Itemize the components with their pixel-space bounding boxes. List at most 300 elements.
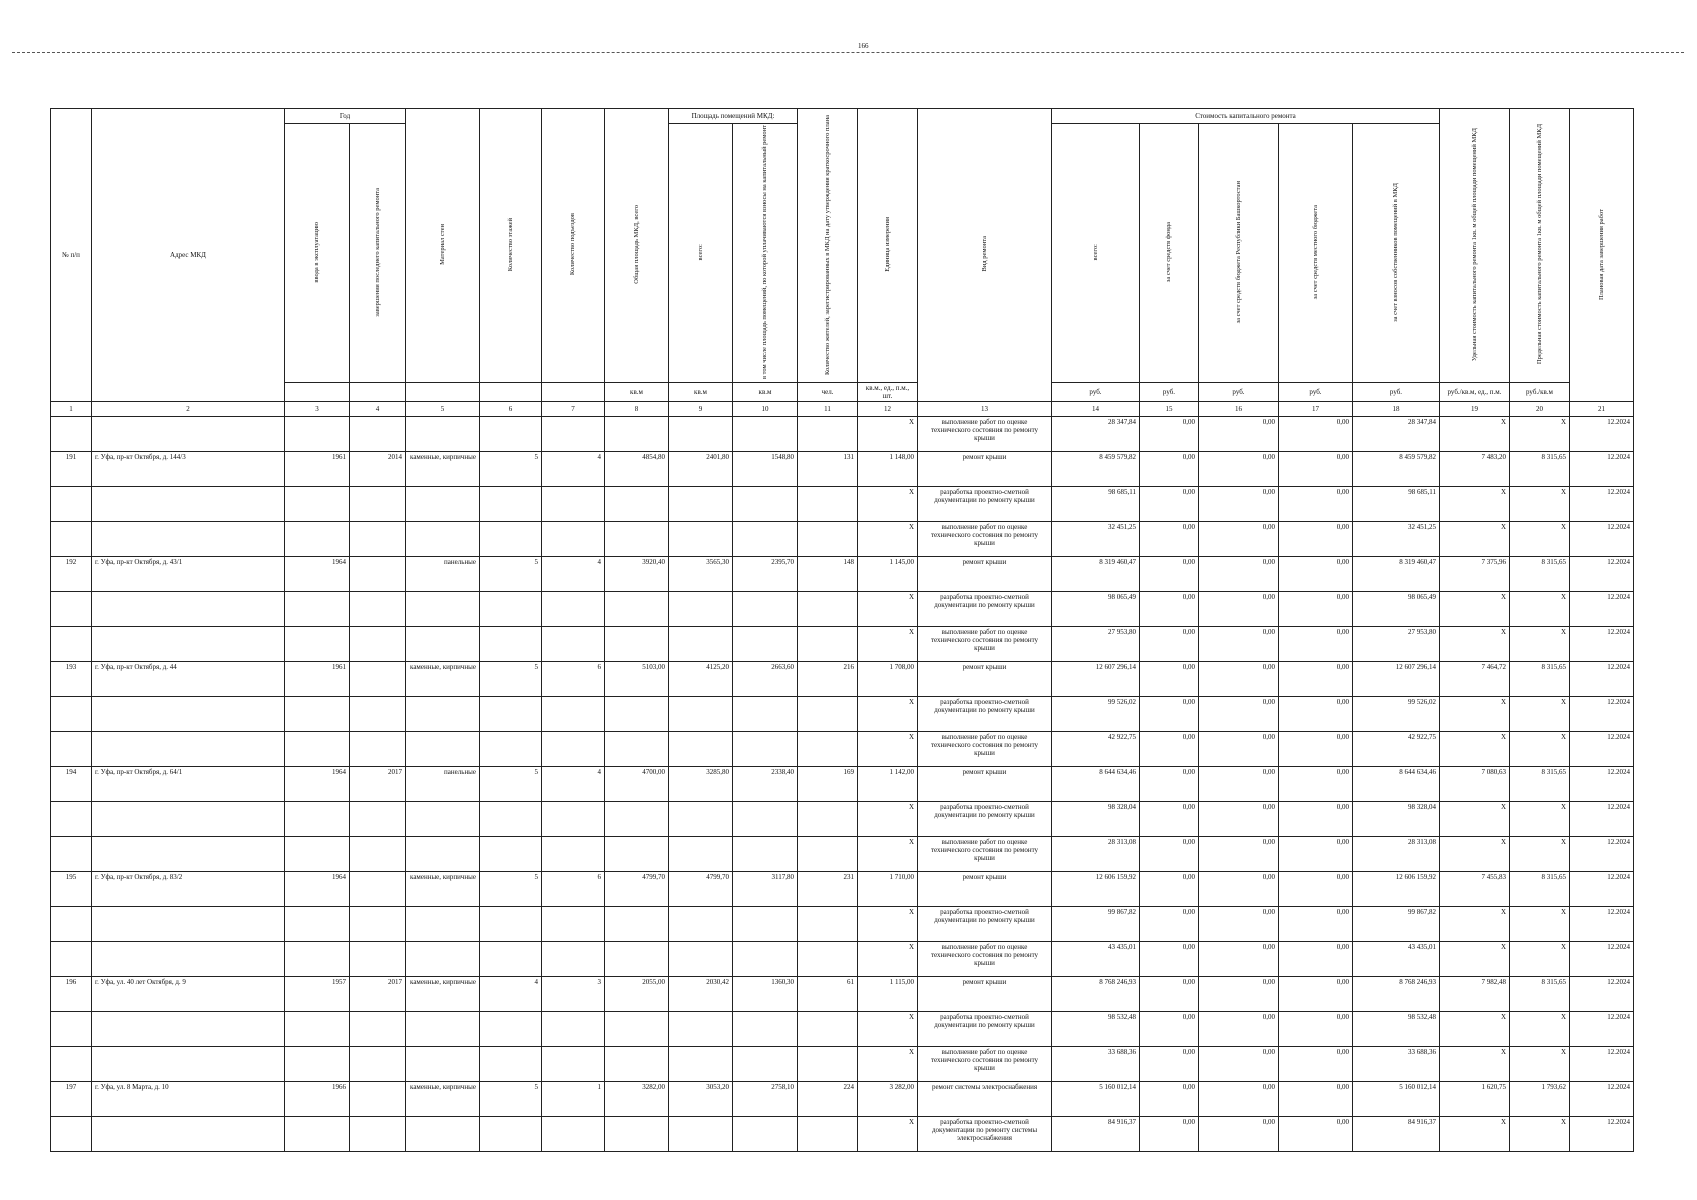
cell-p1 <box>669 592 733 627</box>
table-row <box>51 1047 1634 1082</box>
cell-p2 <box>733 1117 798 1152</box>
cell-total: 8 768 246,93 <box>1052 977 1140 1012</box>
cell-address: г. Уфа, пр-кт Октября, д. 64/1 <box>92 767 285 802</box>
cell-y1 <box>285 942 350 977</box>
cell-date: 12.2024 <box>1570 417 1634 452</box>
cell-en: 1 <box>542 1082 605 1117</box>
cell-local: 0,00 <box>1279 767 1353 802</box>
cell-num <box>51 627 92 662</box>
cell-total: 99 526,02 <box>1052 697 1140 732</box>
cell-local: 0,00 <box>1279 592 1353 627</box>
cell-unit: 1 145,00 <box>858 557 918 592</box>
cell-p1 <box>669 627 733 662</box>
column-number: 20 <box>1510 402 1570 417</box>
cell-local: 0,00 <box>1279 522 1353 557</box>
cell-area <box>605 487 669 522</box>
unit-cell: руб./кв.м <box>1510 383 1570 402</box>
cell-mc: X <box>1510 522 1570 557</box>
cell-fl <box>480 522 542 557</box>
header-premises-paid: в том числе площадь помещений, по которой уплачиваются взносы на капитальный ремонт <box>733 124 798 383</box>
cell-unit: X <box>858 1117 918 1152</box>
cell-y2 <box>350 522 406 557</box>
cell-work: ремонт системы электроснабжения <box>918 1082 1052 1117</box>
cell-area <box>605 627 669 662</box>
cell-p2: 1360,30 <box>733 977 798 1012</box>
cell-area: 4854,80 <box>605 452 669 487</box>
cell-p1: 2401,80 <box>669 452 733 487</box>
cell-p1 <box>669 697 733 732</box>
cell-local: 0,00 <box>1279 487 1353 522</box>
cell-rb: 0,00 <box>1199 802 1279 837</box>
cell-rb: 0,00 <box>1199 942 1279 977</box>
header-unit: Единица измерения <box>858 109 918 383</box>
cell-unit: X <box>858 592 918 627</box>
cell-work: выполнение работ по оценке технического состояния по ремонту крыши <box>918 837 1052 872</box>
cell-en: 4 <box>542 557 605 592</box>
cell-area <box>605 942 669 977</box>
cell-fl <box>480 592 542 627</box>
cell-total: 99 867,82 <box>1052 907 1140 942</box>
cell-work: ремонт крыши <box>918 452 1052 487</box>
cell-rb: 0,00 <box>1199 417 1279 452</box>
column-number: 12 <box>858 402 918 417</box>
cell-en <box>542 1117 605 1152</box>
cell-total: 28 347,84 <box>1052 417 1140 452</box>
cell-date: 12.2024 <box>1570 522 1634 557</box>
unit-cell-empty <box>542 383 605 402</box>
cell-y2 <box>350 872 406 907</box>
cell-uc: X <box>1440 1047 1510 1082</box>
cell-total: 98 328,04 <box>1052 802 1140 837</box>
cell-p1: 3053,20 <box>669 1082 733 1117</box>
cell-num: 192 <box>51 557 92 592</box>
cell-rb: 0,00 <box>1199 592 1279 627</box>
cell-p1: 3285,80 <box>669 767 733 802</box>
cell-p2 <box>733 627 798 662</box>
cell-en <box>542 487 605 522</box>
cell-uc: 7 375,96 <box>1440 557 1510 592</box>
cell-fund: 0,00 <box>1140 557 1199 592</box>
cell-area <box>605 1047 669 1082</box>
cell-y2 <box>350 417 406 452</box>
cell-num <box>51 942 92 977</box>
cell-en: 6 <box>542 872 605 907</box>
cell-mc: X <box>1510 732 1570 767</box>
table-row <box>51 1117 1634 1152</box>
cell-unit: X <box>858 802 918 837</box>
cell-total: 98 065,49 <box>1052 592 1140 627</box>
cell-rb: 0,00 <box>1199 627 1279 662</box>
cell-mc: X <box>1510 487 1570 522</box>
cell-address <box>92 592 285 627</box>
cell-y1 <box>285 627 350 662</box>
cell-res: 131 <box>798 452 858 487</box>
cell-date: 12.2024 <box>1570 872 1634 907</box>
cell-total: 12 606 159,92 <box>1052 872 1140 907</box>
cell-fund: 0,00 <box>1140 767 1199 802</box>
cell-local: 0,00 <box>1279 1082 1353 1117</box>
cell-p1 <box>669 732 733 767</box>
cell-fl: 5 <box>480 662 542 697</box>
cell-mat <box>406 1012 480 1047</box>
cell-y2 <box>350 1012 406 1047</box>
cell-owners: 8 644 634,46 <box>1353 767 1440 802</box>
header-work-type: Вид ремонта <box>918 109 1052 402</box>
cell-total: 5 160 012,14 <box>1052 1082 1140 1117</box>
cell-total: 8 644 634,46 <box>1052 767 1140 802</box>
cell-area: 4799,70 <box>605 872 669 907</box>
column-number: 13 <box>918 402 1052 417</box>
column-number: 15 <box>1140 402 1199 417</box>
cell-work: разработка проектно-сметной документации по ремонту крыши <box>918 697 1052 732</box>
header-num: № п/п <box>51 109 92 402</box>
cell-mc: X <box>1510 1117 1570 1152</box>
header-cost-fund: за счет средств фонда <box>1140 124 1199 383</box>
cell-y2 <box>350 732 406 767</box>
cell-uc: 7 464,72 <box>1440 662 1510 697</box>
cell-total: 98 532,48 <box>1052 1012 1140 1047</box>
cell-res <box>798 1012 858 1047</box>
cell-fund: 0,00 <box>1140 452 1199 487</box>
cell-mc: X <box>1510 627 1570 662</box>
cell-fl <box>480 697 542 732</box>
cell-date: 12.2024 <box>1570 662 1634 697</box>
cell-date: 12.2024 <box>1570 767 1634 802</box>
cell-total: 33 688,36 <box>1052 1047 1140 1082</box>
cell-fund: 0,00 <box>1140 697 1199 732</box>
cell-unit: X <box>858 697 918 732</box>
cell-work: выполнение работ по оценке технического состояния по ремонту крыши <box>918 1047 1052 1082</box>
cell-area <box>605 732 669 767</box>
cell-res <box>798 802 858 837</box>
cell-work: разработка проектно-сметной документации по ремонту крыши <box>918 487 1052 522</box>
unit-cell: руб. <box>1140 383 1199 402</box>
cell-p1 <box>669 1117 733 1152</box>
cell-mc: X <box>1510 1012 1570 1047</box>
cell-mc: X <box>1510 592 1570 627</box>
unit-cell-empty <box>285 383 350 402</box>
cell-fund: 0,00 <box>1140 977 1199 1012</box>
cell-p2: 2663,60 <box>733 662 798 697</box>
cell-fl <box>480 1012 542 1047</box>
cell-res <box>798 487 858 522</box>
cell-rb: 0,00 <box>1199 487 1279 522</box>
table-row <box>51 662 1634 697</box>
cell-fund: 0,00 <box>1140 907 1199 942</box>
cell-uc: X <box>1440 697 1510 732</box>
cell-mat <box>406 417 480 452</box>
cell-rb: 0,00 <box>1199 732 1279 767</box>
cell-y2 <box>350 697 406 732</box>
cell-res: 148 <box>798 557 858 592</box>
header-cost-group: Стоимость капитального ремонта <box>1052 109 1440 124</box>
cell-rb: 0,00 <box>1199 977 1279 1012</box>
cell-work: выполнение работ по оценке технического состояния по ремонту крыши <box>918 627 1052 662</box>
cell-p2 <box>733 1012 798 1047</box>
cell-y2 <box>350 802 406 837</box>
cell-owners: 98 328,04 <box>1353 802 1440 837</box>
cell-num <box>51 802 92 837</box>
cell-num: 194 <box>51 767 92 802</box>
cell-fl <box>480 907 542 942</box>
cell-p1 <box>669 487 733 522</box>
table-row <box>51 697 1634 732</box>
cell-mat: каменные, кирпичные <box>406 1082 480 1117</box>
cell-owners: 12 606 159,92 <box>1353 872 1440 907</box>
cell-fl: 4 <box>480 977 542 1012</box>
cell-y2 <box>350 907 406 942</box>
cell-work: ремонт крыши <box>918 977 1052 1012</box>
cell-date: 12.2024 <box>1570 977 1634 1012</box>
cell-res <box>798 1117 858 1152</box>
cell-res: 231 <box>798 872 858 907</box>
cell-y2 <box>350 1117 406 1152</box>
unit-cell: чел. <box>798 383 858 402</box>
column-number: 3 <box>285 402 350 417</box>
cell-mat: панельные <box>406 557 480 592</box>
cell-fl <box>480 1047 542 1082</box>
cell-area <box>605 522 669 557</box>
cell-p1: 2030,42 <box>669 977 733 1012</box>
cell-mc: X <box>1510 417 1570 452</box>
cell-y2 <box>350 627 406 662</box>
cell-fl <box>480 942 542 977</box>
cell-en <box>542 907 605 942</box>
column-number: 6 <box>480 402 542 417</box>
cell-res <box>798 1047 858 1082</box>
cell-fl: 5 <box>480 767 542 802</box>
cell-mc: X <box>1510 907 1570 942</box>
cell-y2 <box>350 557 406 592</box>
cell-y2 <box>350 1082 406 1117</box>
cell-en: 4 <box>542 452 605 487</box>
column-number: 19 <box>1440 402 1510 417</box>
cell-address <box>92 1012 285 1047</box>
header-address: Адрес МКД <box>92 109 285 402</box>
cell-work: разработка проектно-сметной документации по ремонту крыши <box>918 907 1052 942</box>
cell-uc: X <box>1440 942 1510 977</box>
cell-local: 0,00 <box>1279 417 1353 452</box>
cell-uc: X <box>1440 907 1510 942</box>
cell-mat <box>406 697 480 732</box>
cell-mc: X <box>1510 802 1570 837</box>
cell-unit: X <box>858 417 918 452</box>
cell-y1: 1961 <box>285 662 350 697</box>
cell-p2 <box>733 907 798 942</box>
header-premises-group: Площадь помещений МКД: <box>669 109 798 124</box>
cell-date: 12.2024 <box>1570 1012 1634 1047</box>
cell-mat <box>406 487 480 522</box>
cell-num <box>51 697 92 732</box>
cell-area <box>605 907 669 942</box>
cell-p2 <box>733 942 798 977</box>
cell-mat <box>406 1047 480 1082</box>
cell-address <box>92 417 285 452</box>
cell-y1 <box>285 522 350 557</box>
unit-cell: руб. <box>1279 383 1353 402</box>
column-number: 9 <box>669 402 733 417</box>
cell-mc: 8 315,65 <box>1510 557 1570 592</box>
cell-y1 <box>285 592 350 627</box>
cell-total: 42 922,75 <box>1052 732 1140 767</box>
cell-area <box>605 837 669 872</box>
cell-address <box>92 487 285 522</box>
cell-uc: 7 455,83 <box>1440 872 1510 907</box>
cell-num <box>51 732 92 767</box>
cell-fund: 0,00 <box>1140 417 1199 452</box>
cell-y2 <box>350 487 406 522</box>
cell-address: г. Уфа, пр-кт Октября, д. 44 <box>92 662 285 697</box>
cell-res <box>798 942 858 977</box>
cell-work: разработка проектно-сметной документации по ремонту системы электроснабжения <box>918 1117 1052 1152</box>
cell-p2: 2338,40 <box>733 767 798 802</box>
cell-date: 12.2024 <box>1570 1082 1634 1117</box>
cell-work: разработка проектно-сметной документации по ремонту крыши <box>918 1012 1052 1047</box>
cell-p2: 2395,70 <box>733 557 798 592</box>
cell-unit: 1 148,00 <box>858 452 918 487</box>
cell-y1: 1964 <box>285 872 350 907</box>
column-number: 7 <box>542 402 605 417</box>
unit-cell: руб. <box>1353 383 1440 402</box>
cell-mat <box>406 802 480 837</box>
cell-area <box>605 592 669 627</box>
cell-uc: X <box>1440 802 1510 837</box>
cell-p2 <box>733 417 798 452</box>
cell-uc: X <box>1440 627 1510 662</box>
cell-fl <box>480 417 542 452</box>
table-row <box>51 627 1634 662</box>
cell-uc: X <box>1440 732 1510 767</box>
cell-address: г. Уфа, пр-кт Октября, д. 43/1 <box>92 557 285 592</box>
cell-fund: 0,00 <box>1140 627 1199 662</box>
cell-mc: 8 315,65 <box>1510 977 1570 1012</box>
header-total-area: Общая площадь МКД, всего <box>605 109 669 383</box>
cell-date: 12.2024 <box>1570 1047 1634 1082</box>
cell-uc: X <box>1440 417 1510 452</box>
cell-mat <box>406 907 480 942</box>
cell-fund: 0,00 <box>1140 942 1199 977</box>
cell-work: ремонт крыши <box>918 662 1052 697</box>
cell-unit: 1 708,00 <box>858 662 918 697</box>
cell-mat <box>406 837 480 872</box>
cell-y1: 1964 <box>285 767 350 802</box>
cell-y2: 2017 <box>350 977 406 1012</box>
cell-local: 0,00 <box>1279 1117 1353 1152</box>
cell-date: 12.2024 <box>1570 1117 1634 1152</box>
cell-y1: 1964 <box>285 557 350 592</box>
cell-uc: X <box>1440 522 1510 557</box>
cell-unit: 1 142,00 <box>858 767 918 802</box>
header-year-group: Год <box>285 109 406 124</box>
cell-y1 <box>285 487 350 522</box>
cell-p2 <box>733 487 798 522</box>
cell-rb: 0,00 <box>1199 662 1279 697</box>
cell-fund: 0,00 <box>1140 837 1199 872</box>
cell-p1 <box>669 1012 733 1047</box>
cell-local: 0,00 <box>1279 1012 1353 1047</box>
cell-owners: 8 459 579,82 <box>1353 452 1440 487</box>
cell-res <box>798 627 858 662</box>
header-cost-total: всего: <box>1052 124 1140 383</box>
cell-num <box>51 1012 92 1047</box>
header-material: Материал стен <box>406 109 480 383</box>
cell-res <box>798 837 858 872</box>
cell-fund: 0,00 <box>1140 662 1199 697</box>
page-number: 166 <box>858 42 869 50</box>
cell-local: 0,00 <box>1279 732 1353 767</box>
cell-mc: X <box>1510 837 1570 872</box>
table-row <box>51 557 1634 592</box>
cell-address <box>92 627 285 662</box>
cell-local: 0,00 <box>1279 452 1353 487</box>
cell-owners: 99 867,82 <box>1353 907 1440 942</box>
cell-owners: 98 685,11 <box>1353 487 1440 522</box>
cell-address <box>92 522 285 557</box>
cell-work: выполнение работ по оценке технического состояния по ремонту крыши <box>918 417 1052 452</box>
cell-rb: 0,00 <box>1199 1117 1279 1152</box>
cell-owners: 32 451,25 <box>1353 522 1440 557</box>
cell-mc: X <box>1510 697 1570 732</box>
cell-mc: 1 793,62 <box>1510 1082 1570 1117</box>
cell-y1 <box>285 802 350 837</box>
cell-owners: 8 768 246,93 <box>1353 977 1440 1012</box>
cell-unit: X <box>858 487 918 522</box>
cell-y1: 1957 <box>285 977 350 1012</box>
unit-cell: кв.м <box>605 383 669 402</box>
header-premises-all: всего: <box>669 124 733 383</box>
cell-work: ремонт крыши <box>918 872 1052 907</box>
cell-fl: 5 <box>480 452 542 487</box>
cell-p2 <box>733 697 798 732</box>
cell-local: 0,00 <box>1279 977 1353 1012</box>
unit-cell-empty <box>480 383 542 402</box>
cell-total: 28 313,08 <box>1052 837 1140 872</box>
cell-y2: 2014 <box>350 452 406 487</box>
cell-p2: 2758,10 <box>733 1082 798 1117</box>
cell-y1 <box>285 732 350 767</box>
cell-y1 <box>285 417 350 452</box>
cell-fund: 0,00 <box>1140 1117 1199 1152</box>
table-row <box>51 487 1634 522</box>
cell-area <box>605 1012 669 1047</box>
cell-p1: 3565,30 <box>669 557 733 592</box>
column-number: 14 <box>1052 402 1140 417</box>
header-year-repair: завершения последнего капитального ремонта <box>350 124 406 383</box>
column-number: 16 <box>1199 402 1279 417</box>
cell-total: 8 459 579,82 <box>1052 452 1140 487</box>
cell-mat <box>406 592 480 627</box>
cell-uc: 1 620,75 <box>1440 1082 1510 1117</box>
cell-work: ремонт крыши <box>918 767 1052 802</box>
cell-res: 216 <box>798 662 858 697</box>
column-number: 2 <box>92 402 285 417</box>
table-row <box>51 417 1634 452</box>
cell-p1 <box>669 907 733 942</box>
cell-y2 <box>350 1047 406 1082</box>
cell-p1: 4799,70 <box>669 872 733 907</box>
cell-fl: 5 <box>480 872 542 907</box>
cell-owners: 98 065,49 <box>1353 592 1440 627</box>
table-row <box>51 837 1634 872</box>
header-cost-rb: за счет средств бюджета Республики Башкортостан <box>1199 124 1279 383</box>
cell-unit: X <box>858 907 918 942</box>
cell-num <box>51 592 92 627</box>
cell-en <box>542 697 605 732</box>
cell-unit: X <box>858 837 918 872</box>
cell-en <box>542 732 605 767</box>
cell-total: 32 451,25 <box>1052 522 1140 557</box>
cell-y1: 1961 <box>285 452 350 487</box>
